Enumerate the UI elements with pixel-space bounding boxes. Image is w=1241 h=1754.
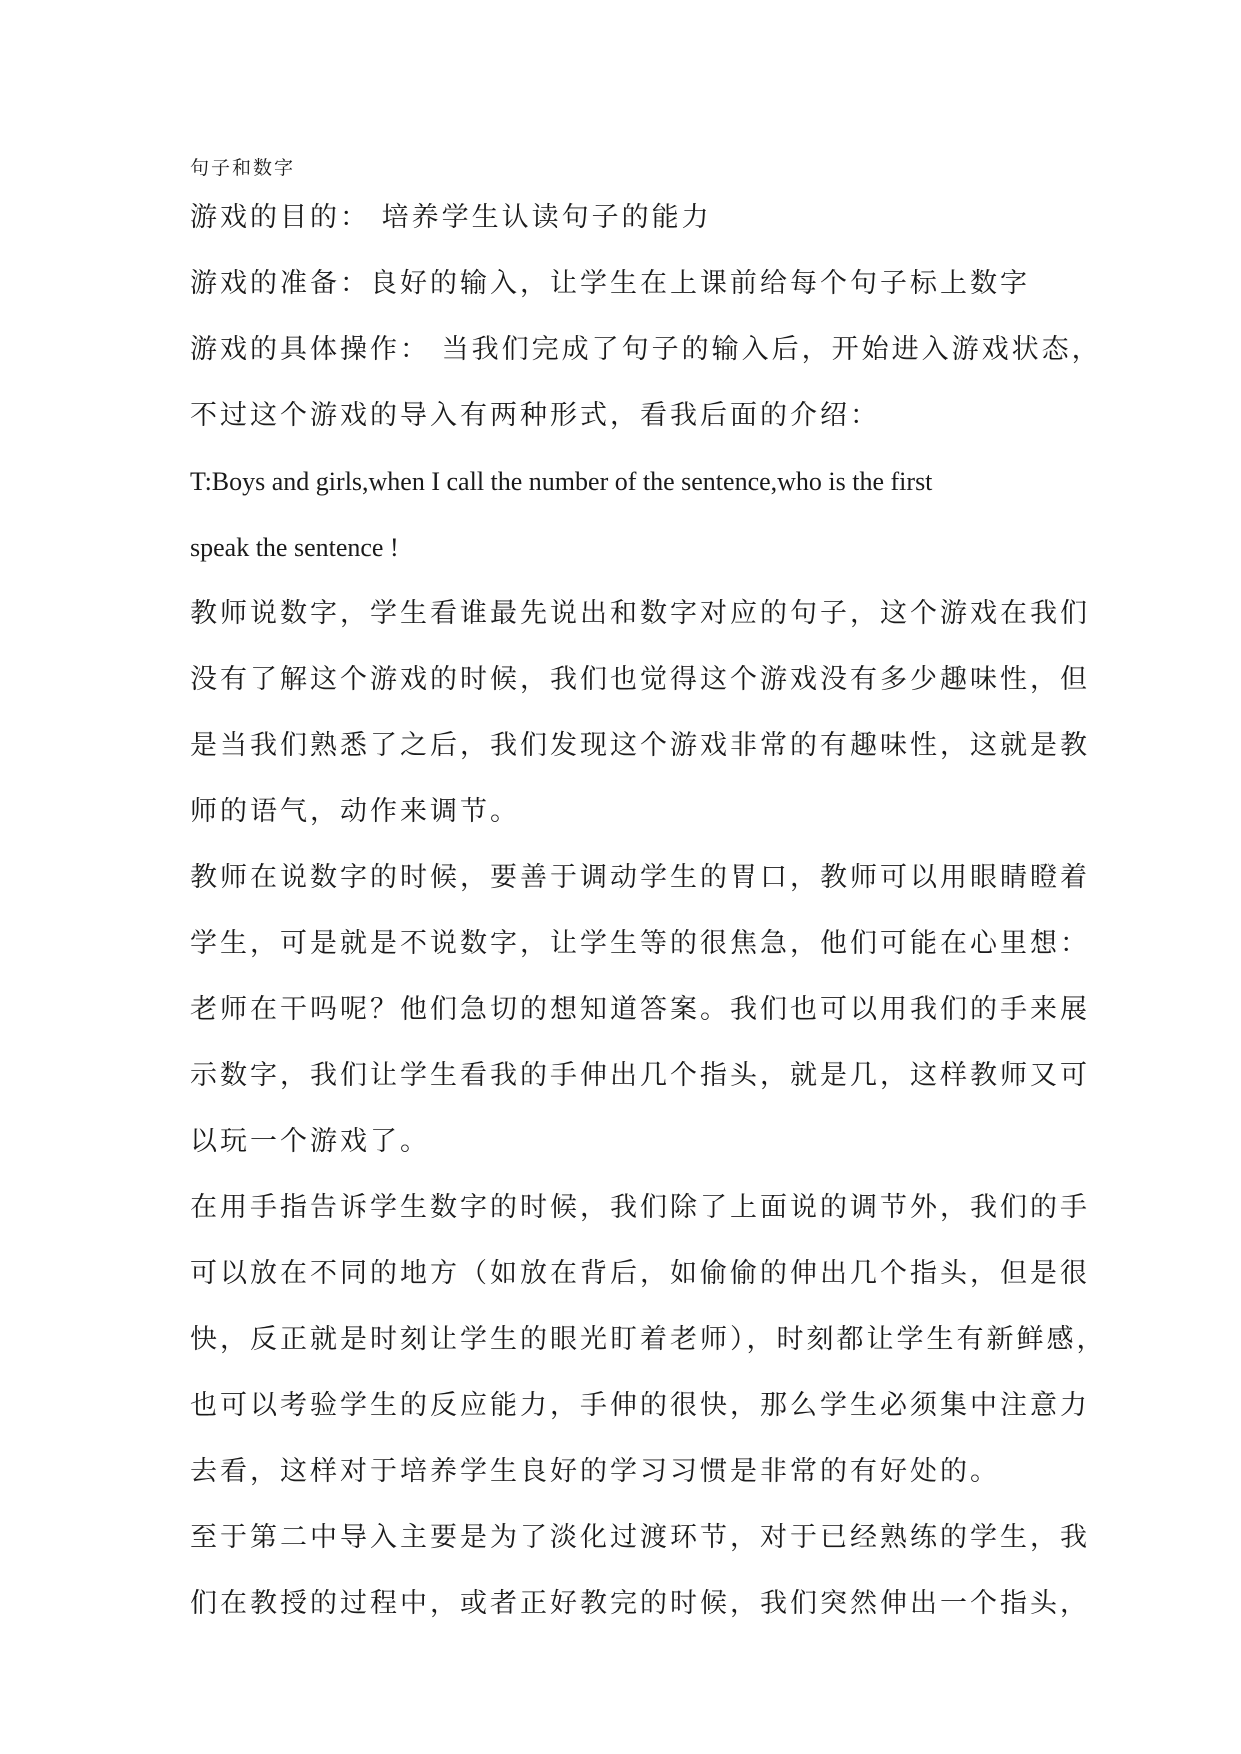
paragraph-line: 游戏的准备：良好的输入，让学生在上课前给每个句子标上数字 (190, 268, 1030, 299)
paragraph-line: 教师说数字，学生看谁最先说出和数字对应的句子，这个游戏在我们 (190, 598, 1090, 629)
paragraph-line: 至于第二中导入主要是为了淡化过渡环节，对于已经熟练的学生，我 (190, 1522, 1090, 1553)
paragraph-line: 可以放在不同的地方（如放在背后，如偷偷的伸出几个指头，但是很 (190, 1258, 1090, 1289)
paragraph-line: speak the sentence ! (190, 533, 399, 562)
paragraph-line: 在用手指告诉学生数字的时候，我们除了上面说的调节外，我们的手 (190, 1192, 1090, 1223)
paragraph-line: 去看，这样对于培养学生良好的学习习惯是非常的有好处的。 (190, 1456, 1000, 1487)
paragraph-line: 是当我们熟悉了之后，我们发现这个游戏非常的有趣味性，这就是教 (190, 730, 1090, 761)
paragraph-line: T:Boys and girls,when I call the number of the sentence,who is the first (190, 467, 933, 496)
paragraph-line: 快，反正就是时刻让学生的眼光盯着老师），时刻都让学生有新鲜感， (190, 1324, 1107, 1355)
paragraph-line: 师的语气，动作来调节。 (190, 796, 520, 827)
paragraph-line: 学生，可是就是不说数字，让学生等的很焦急，他们可能在心里想： (190, 928, 1090, 959)
paragraph-line: 游戏的具体操作： 当我们完成了句子的输入后，开始进入游戏状态， (190, 334, 1102, 365)
paragraph-line: 老师在干吗呢？他们急切的想知道答案。我们也可以用我们的手来展 (190, 994, 1090, 1025)
paragraph-line: 没有了解这个游戏的时候，我们也觉得这个游戏没有多少趣味性，但 (190, 664, 1090, 695)
paragraph-line: 不过这个游戏的导入有两种形式，看我后面的介绍： (190, 400, 880, 431)
paragraph-line: 教师在说数字的时候，要善于调动学生的胃口，教师可以用眼睛瞪着 (190, 862, 1090, 893)
paragraph-line: 以玩一个游戏了。 (190, 1126, 430, 1157)
paragraph-line: 游戏的目的： 培养学生认读句子的能力 (190, 202, 712, 233)
paragraph-line: 们在教授的过程中，或者正好教完的时候，我们突然伸出一个指头， (190, 1588, 1090, 1619)
paragraph-line: 也可以考验学生的反应能力，手伸的很快，那么学生必须集中注意力 (190, 1390, 1090, 1421)
document-title: 句子和数字 (190, 157, 296, 179)
paragraph-line: 示数字，我们让学生看我的手伸出几个指头，就是几，这样教师又可 (190, 1060, 1090, 1091)
